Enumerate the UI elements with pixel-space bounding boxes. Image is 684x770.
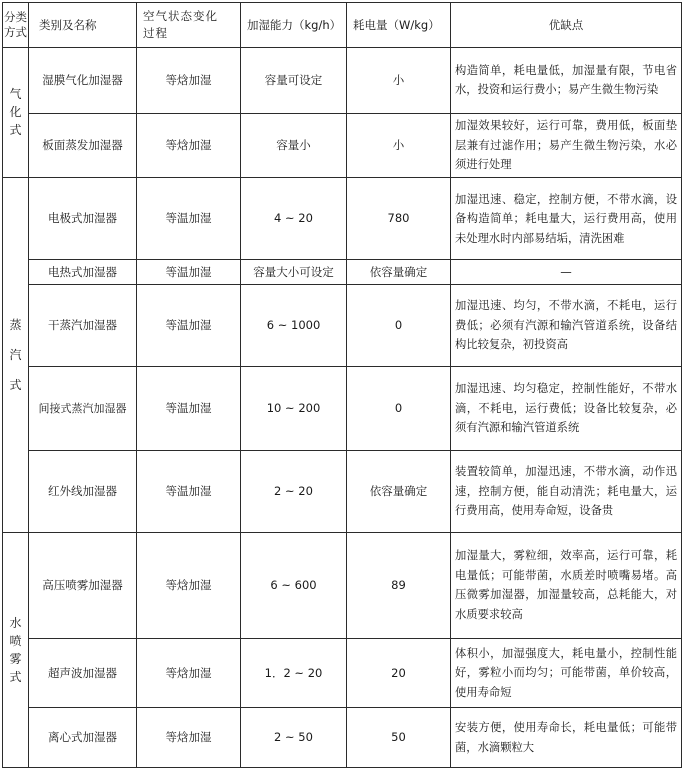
row-name: 湿膜气化加湿器 — [29, 48, 137, 114]
row-capacity: 2 ~ 20 — [241, 451, 347, 533]
row-capacity: 2 ~ 50 — [241, 708, 347, 768]
table-row — [3, 178, 682, 260]
row-power: 780 — [347, 178, 451, 260]
category-cell-water-spray — [3, 533, 29, 768]
header-row — [3, 3, 682, 48]
row-capacity: 容量大小可设定 — [241, 260, 347, 285]
row-air-state: 等焓加湿 — [137, 48, 241, 114]
header-pros-cons: 优缺点 — [451, 3, 682, 48]
row-pros-cons: 加湿迅速、均匀稳定，控制性能好，不带水滴，不耗电，运行费低；设备比较复杂，必须有汽源和输汽管道系统 — [451, 367, 682, 451]
row-pros-cons: 体积小，加湿强度大，耗电量小，控制性能好，雾粒小而均匀；可能带菌，单价较高，使用寿命短 — [451, 638, 682, 708]
row-power: 0 — [347, 367, 451, 451]
row-capacity: 1．2 ~ 20 — [241, 638, 347, 708]
row-name: 电热式加湿器 — [29, 260, 137, 285]
table-row — [3, 451, 682, 533]
row-air-state: 等温加湿 — [137, 367, 241, 451]
header-name: 类别及名称 — [29, 3, 137, 48]
row-power: 依容量确定 — [347, 260, 451, 285]
humidifier-table-container — [2, 2, 681, 768]
row-capacity: 容量可设定 — [241, 48, 347, 114]
row-power: 小 — [347, 48, 451, 114]
row-air-state: 等焓加湿 — [137, 638, 241, 708]
row-capacity: 10 ~ 200 — [241, 367, 347, 451]
category-label: 水喷雾式 — [9, 615, 22, 684]
row-power: 0 — [347, 284, 451, 366]
row-name: 高压喷雾加湿器 — [29, 533, 137, 639]
row-air-state: 等焓加湿 — [137, 533, 241, 639]
row-power: 89 — [347, 533, 451, 639]
row-pros-cons: 加湿迅速、均匀，不带水滴，不耗电，运行费低；必须有汽源和输汽管道系统，设备结构比较复杂，初投资高 — [451, 284, 682, 366]
row-pros-cons: 装置较简单，加湿迅速，不带水滴，动作迅速，控制方便，能自动清洗；耗电量大，运行费用高，使用寿命短，设备贵 — [451, 451, 682, 533]
row-pros-cons: 加湿效果较好，运行可靠，费用低，板面垫层兼有过滤作用；易产生微生物污染，水必须进行处理 — [451, 113, 682, 178]
row-name: 红外线加湿器 — [29, 451, 137, 533]
row-capacity: 4 ~ 20 — [241, 178, 347, 260]
row-capacity: 6 ~ 1000 — [241, 284, 347, 366]
row-power: 依容量确定 — [347, 451, 451, 533]
header-capacity: 加湿能力（kg/h） — [241, 3, 347, 48]
row-pros-cons: — — [451, 260, 682, 285]
table-row — [3, 113, 682, 178]
row-name: 电极式加湿器 — [29, 178, 137, 260]
row-air-state: 等温加湿 — [137, 451, 241, 533]
category-label: 蒸汽式 — [9, 318, 22, 393]
row-air-state: 等温加湿 — [137, 284, 241, 366]
row-air-state: 等温加湿 — [137, 178, 241, 260]
table-row — [3, 48, 682, 114]
row-pros-cons: 加湿量大，雾粒细，效率高，运行可靠，耗电量低；可能带菌，水质差时喷嘴易堵。高压微雾加湿器，加湿量较高，总耗能大，对水质要求较高 — [451, 533, 682, 639]
row-air-state: 等温加湿 — [137, 260, 241, 285]
row-pros-cons: 构造简单，耗电量低，加湿量有限，节电省水，投资和运行费小；易产生微生物污染 — [451, 48, 682, 114]
table-row — [3, 638, 682, 708]
header-air-state: 空气状态变化过程 — [137, 3, 241, 48]
table-row — [3, 260, 682, 285]
table-row — [3, 708, 682, 768]
table-row — [3, 284, 682, 366]
row-air-state: 等焓加湿 — [137, 708, 241, 768]
row-name: 干蒸汽加湿器 — [29, 284, 137, 366]
humidifier-comparison-table — [2, 2, 682, 768]
category-cell-steam — [3, 178, 29, 533]
table-row — [3, 533, 682, 639]
header-category: 分类方式 — [3, 3, 29, 48]
row-power: 20 — [347, 638, 451, 708]
row-pros-cons: 加湿迅速、稳定，控制方便，不带水滴，设备构造简单；耗电量大，运行费用高，使用未处理水时内部易结垢，清洗困难 — [451, 178, 682, 260]
row-name: 板面蒸发加湿器 — [29, 113, 137, 178]
row-power: 50 — [347, 708, 451, 768]
category-label: 气化式 — [9, 87, 22, 138]
row-power: 小 — [347, 113, 451, 178]
header-power: 耗电量（W/kg） — [347, 3, 451, 48]
row-capacity: 6 ~ 600 — [241, 533, 347, 639]
table-row — [3, 367, 682, 451]
row-air-state: 等焓加湿 — [137, 113, 241, 178]
row-name: 超声波加湿器 — [29, 638, 137, 708]
row-pros-cons: 安装方便，使用寿命长，耗电量低；可能带菌，水滴颗粒大 — [451, 708, 682, 768]
row-capacity: 容量小 — [241, 113, 347, 178]
row-name: 间接式蒸汽加湿器 — [29, 367, 137, 451]
row-name: 离心式加湿器 — [29, 708, 137, 768]
category-cell-evaporative — [3, 48, 29, 178]
